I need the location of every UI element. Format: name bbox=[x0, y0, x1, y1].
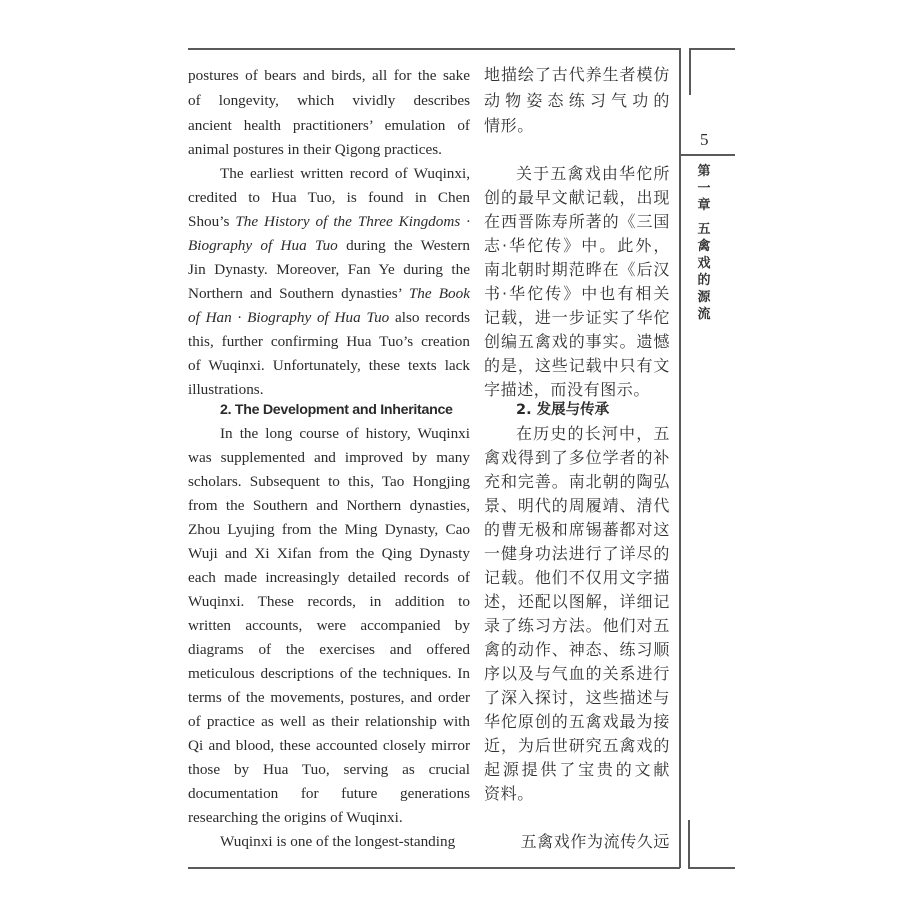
bottom-rule bbox=[188, 867, 680, 869]
text-line: terms of the movements, postures, and order bbox=[188, 689, 470, 706]
tab-top-rule bbox=[689, 48, 735, 50]
text-line: 述，还配以图解，详细记 bbox=[484, 592, 670, 611]
tab-left-rule-lower bbox=[688, 820, 690, 868]
text-line: those by Hua Tuo, serving as crucial bbox=[188, 761, 470, 778]
text-fragment: also records bbox=[389, 309, 470, 326]
text-line: 关于五禽戏由华佗所 bbox=[516, 164, 670, 183]
text-line: 南北朝时期范晔在《后汉 bbox=[484, 260, 670, 279]
text-line: diagrams of the exercises and offered bbox=[188, 641, 470, 658]
text-line: 华佗原创的五禽戏最为接 bbox=[484, 712, 670, 731]
chapter-char: 流 bbox=[697, 307, 711, 322]
text-line: 资料。 bbox=[484, 784, 534, 803]
text-line: written accounts, were accompanied by bbox=[188, 617, 470, 634]
text-line: 五禽戏作为流传久远 bbox=[520, 832, 670, 851]
text-line: documentation for future generations bbox=[188, 785, 470, 802]
text-line: 地描绘了古代养生者模仿 bbox=[484, 65, 670, 84]
text-line: from the Southern and Northern dynasties, bbox=[188, 497, 470, 514]
text-line: 记载，进一步证实了华佗 bbox=[484, 308, 670, 327]
chapter-char bbox=[694, 214, 714, 221]
text-line: The earliest written record of Wuqinxi, bbox=[220, 165, 470, 182]
chapter-char: 源 bbox=[697, 290, 711, 305]
text-line: this, further confirming Hua Tuo’s creation bbox=[188, 333, 470, 350]
text-line: 的是，这些记载中只有文 bbox=[484, 356, 670, 375]
text-line: 的曹无极和席锡蕃都对这 bbox=[484, 520, 670, 539]
text-line: animal postures in their Qigong practices. bbox=[188, 141, 442, 158]
text-line: Zhou Lyujing from the Ming Dynasty, Cao bbox=[188, 521, 470, 538]
page-number: 5 bbox=[700, 130, 709, 149]
text-line: 录了练习方法。他们对五 bbox=[484, 616, 670, 635]
text-line: 近，为后世研究五禽戏的 bbox=[484, 736, 670, 755]
book-title: Biography of Hua Tuo bbox=[188, 237, 338, 254]
text-line: Jin Dynasty. Moreover, Fan Ye during the bbox=[188, 261, 470, 278]
text-line: of longevity, which vividly describes bbox=[188, 92, 470, 109]
text-line: of practice as well as their relationship with bbox=[188, 713, 470, 730]
text-line: Wuqinxi is one of the longest-standing bbox=[220, 833, 456, 850]
text-line: illustrations. bbox=[188, 381, 264, 398]
text-line: Wuji and Xi Xifan from the Qing Dynasty bbox=[188, 545, 470, 562]
text-line: ancient health practitioners’ emulation of bbox=[188, 117, 470, 134]
book-title: The Book bbox=[408, 285, 470, 302]
text-fragment: Shou’s bbox=[188, 213, 236, 230]
text-line: postures of bears and birds, all for the sake bbox=[188, 67, 470, 84]
text-line bbox=[188, 282, 470, 306]
text-line: 动物姿态练习气功的 bbox=[484, 91, 670, 110]
text-line bbox=[188, 234, 470, 258]
section-heading: 2. 发展与传承 bbox=[516, 402, 610, 418]
chapter-char: 禽 bbox=[697, 239, 711, 254]
text-line: scholars. Subsequent to this, Tao Hongjing bbox=[188, 473, 470, 490]
chapter-char: 第 bbox=[697, 164, 711, 179]
text-line: 起源提供了宝贵的文献 bbox=[484, 760, 670, 779]
text-frame-right-rule bbox=[679, 48, 681, 868]
text-line: 在历史的长河中，五 bbox=[516, 424, 670, 443]
chapter-char: 一 bbox=[697, 181, 711, 196]
section-heading: 2. The Development and Inheritance bbox=[220, 402, 453, 418]
top-rule bbox=[188, 48, 680, 50]
text-fragment: Northern and Southern dynasties’ bbox=[188, 285, 409, 302]
text-line: 景、明代的周履靖、清代 bbox=[484, 496, 670, 515]
book-title: The History of the Three Kingdoms · bbox=[235, 213, 470, 230]
text-line: researching the origins of Wuqinxi. bbox=[188, 809, 403, 826]
text-fragment: during the Western bbox=[337, 237, 470, 254]
text-line: In the long course of history, Wuqinxi bbox=[220, 425, 470, 442]
text-line: 创编五禽戏的事实。遗憾 bbox=[484, 332, 670, 351]
text-line: 志·华佗传》中。此外， bbox=[484, 236, 670, 255]
chapter-char: 五 bbox=[697, 222, 711, 237]
text-line: 了深入探讨，这些描述与 bbox=[484, 688, 670, 707]
text-line: 书·华佗传》中也有相关 bbox=[484, 284, 670, 303]
text-line: each made increasingly detailed records of bbox=[188, 569, 470, 586]
text-line bbox=[188, 210, 470, 234]
text-line: 一健身功法进行了详尽的 bbox=[484, 544, 670, 563]
text-line: 情形。 bbox=[484, 116, 534, 135]
text-line: Wuqinxi. These records, in addition to bbox=[188, 593, 470, 610]
tab-left-rule-upper bbox=[689, 48, 691, 95]
text-line: was supplemented and improved by many bbox=[188, 449, 470, 466]
text-line: 字描述，而没有图示。 bbox=[484, 380, 651, 399]
tab-bottom-rule bbox=[688, 867, 735, 869]
book-title: of Han · Biography of Hua Tuo bbox=[188, 309, 390, 326]
chapter-char: 戏 bbox=[697, 256, 711, 271]
chapter-char: 章 bbox=[697, 198, 711, 213]
text-line: 序以及与气血的关系进行 bbox=[484, 664, 670, 683]
tab-page-number-rule bbox=[680, 154, 735, 156]
text-line: 创的最早文献记载，出现 bbox=[484, 188, 670, 207]
text-line: 禽的动作、神态、练习顺 bbox=[484, 640, 670, 659]
text-line: of Wuqinxi. Unfortunately, these texts lack bbox=[188, 357, 470, 374]
text-line: 充和完善。南北朝的陶弘 bbox=[484, 472, 670, 491]
text-line bbox=[188, 306, 470, 330]
chapter-title-vertical bbox=[694, 163, 714, 323]
text-line: meticulous descriptions of the techniques. In bbox=[188, 665, 470, 682]
chapter-char: 的 bbox=[697, 273, 711, 288]
text-line: 在西晋陈寿所著的《三国 bbox=[484, 212, 670, 231]
text-line: 禽戏得到了多位学者的补 bbox=[484, 448, 670, 467]
text-line: Qi and blood, these accounted closely mirror bbox=[188, 737, 470, 754]
text-line: credited to Hua Tuo, is found in Chen bbox=[188, 189, 470, 206]
text-line: 记载。他们不仅用文字描 bbox=[484, 568, 670, 587]
